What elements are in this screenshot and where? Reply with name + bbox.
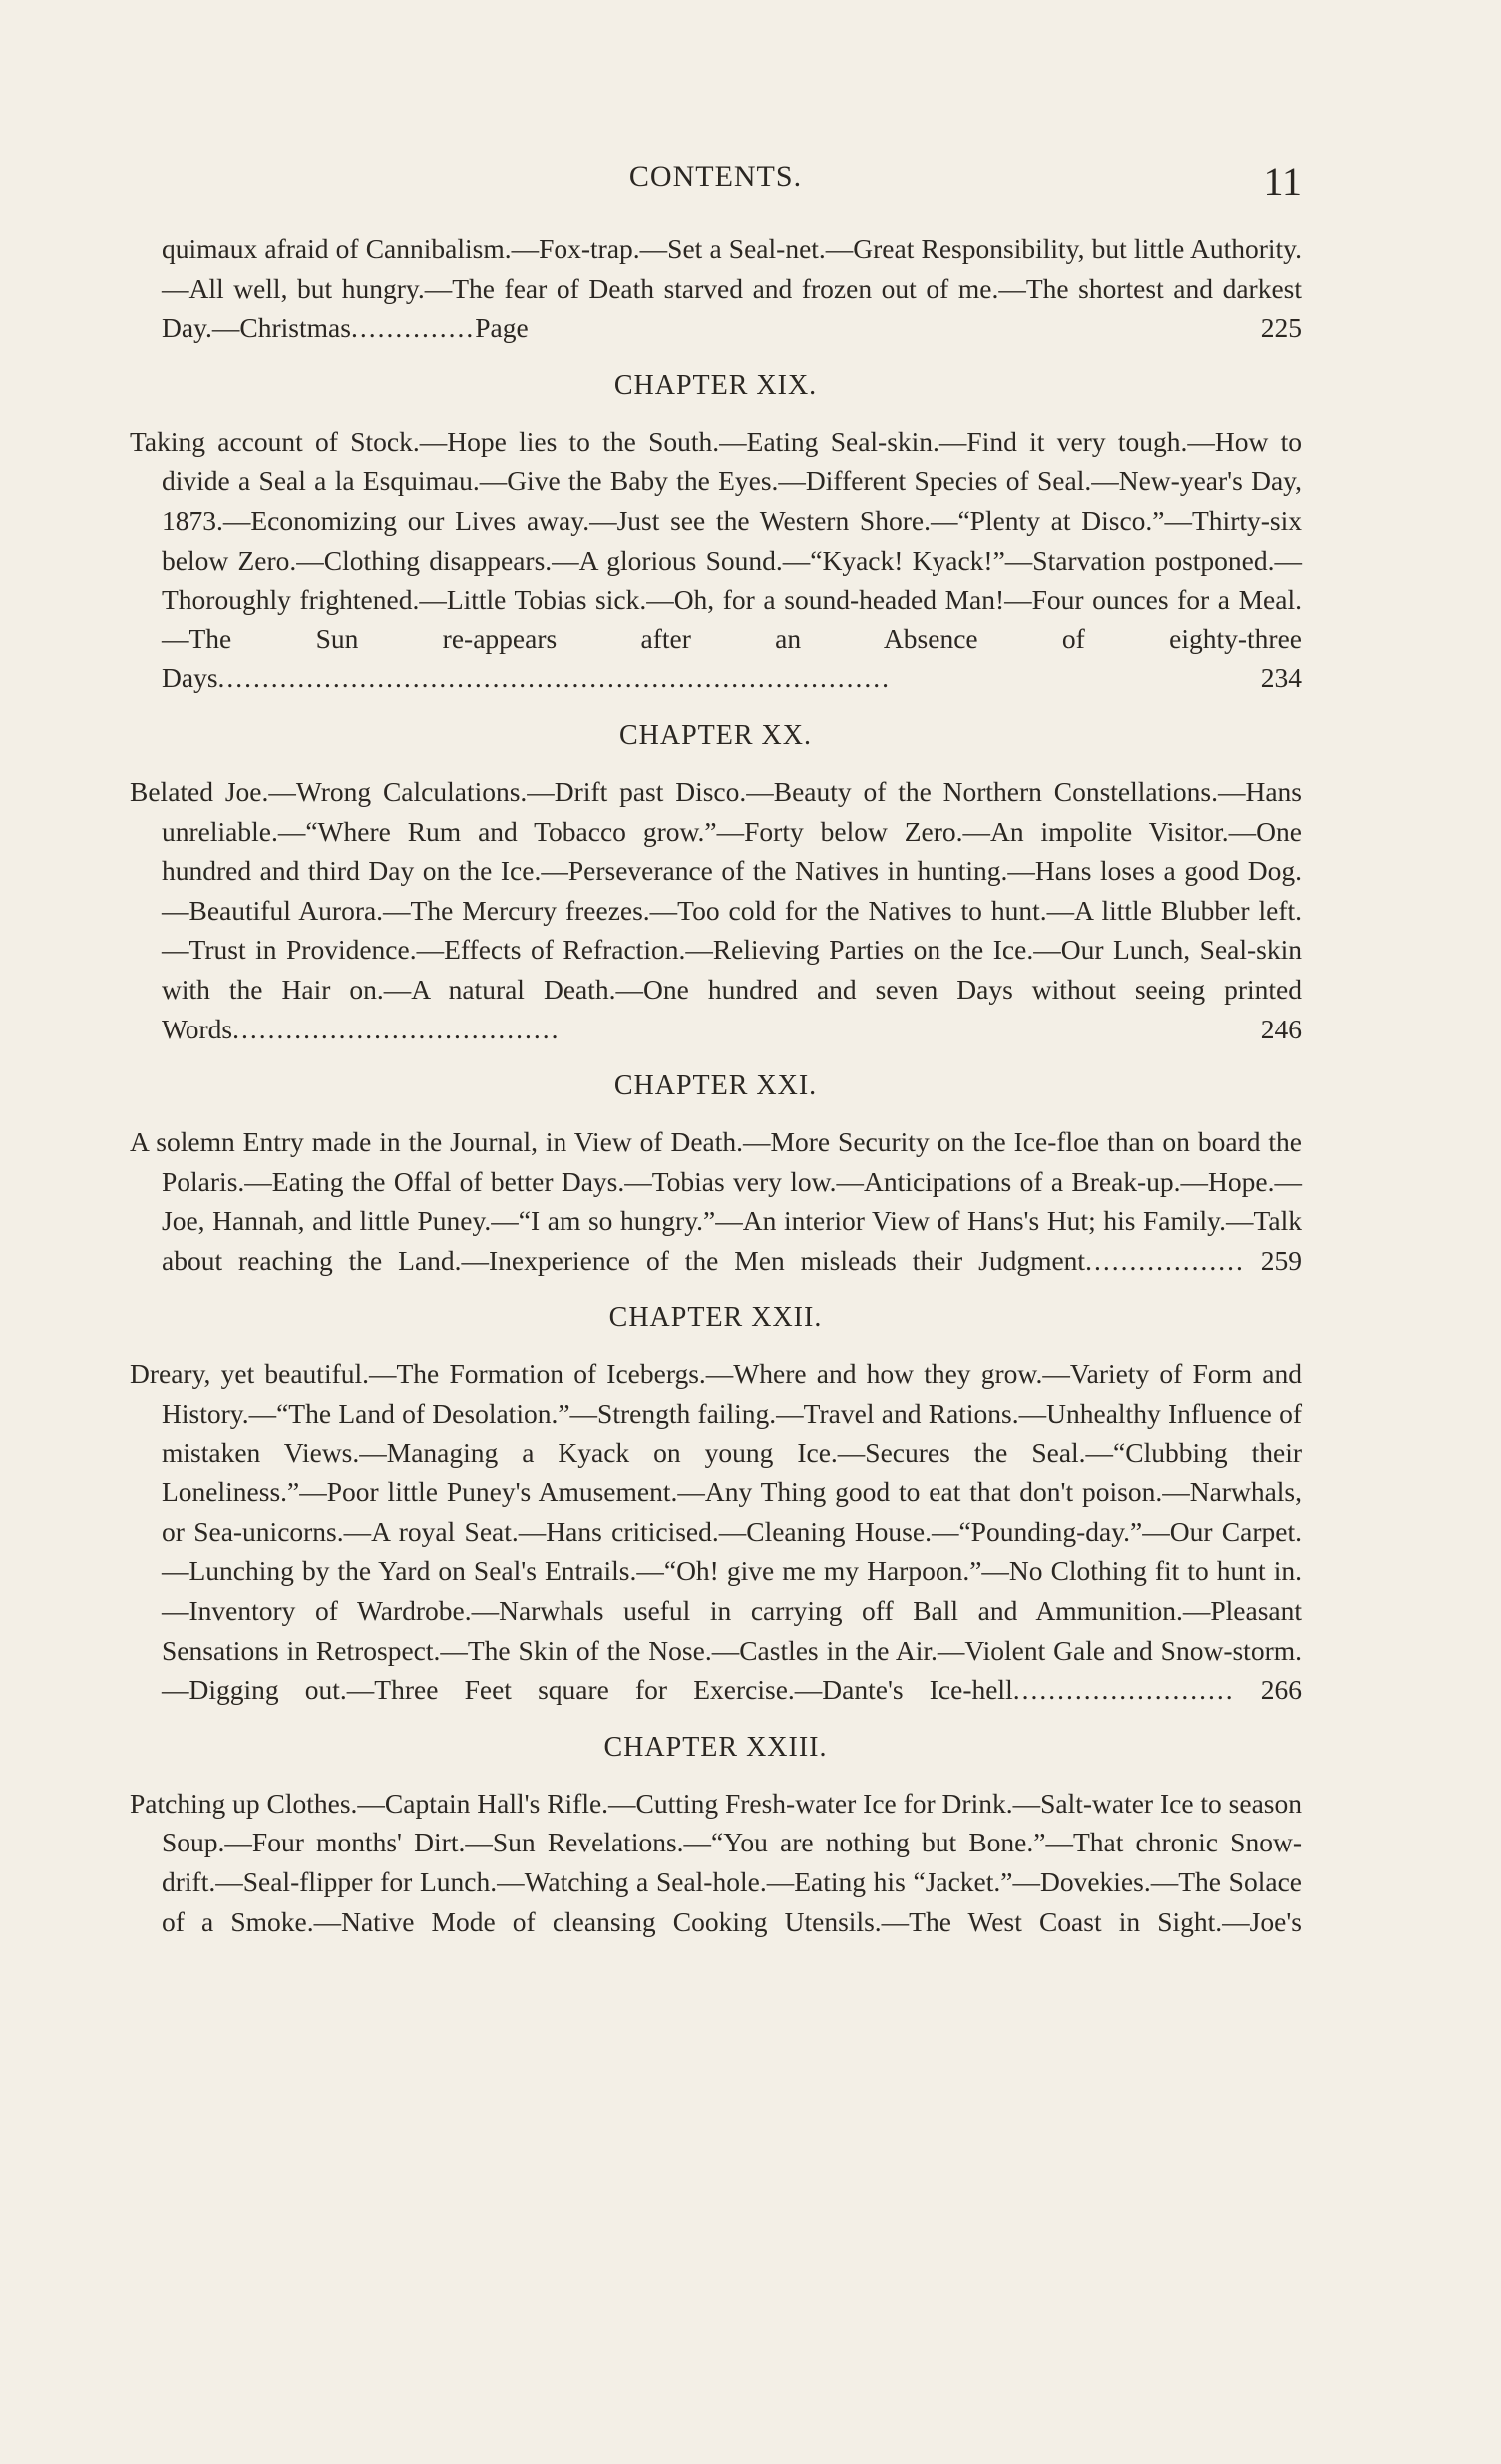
summary-text: A solemn Entry made in the Journal, in View of Death.—More Security on the Ice-floe than on board the Polaris.—Eating the Offal of better Days.—Tobias very low.—Anticipations of a Break-up.—Hope.—Joe, Hannah, and little Puney.—“I am so hungry.”—An interior View of Hans's Hut; his Family.—Talk about reaching the Land.—Inexperience of the Men misleads their Judgment bbox=[130, 1126, 1302, 1276]
continued-chapter-summary bbox=[130, 229, 1302, 348]
chapter-heading: CHAPTER XXI. bbox=[613, 1070, 818, 1102]
dot-leader: .............. bbox=[350, 312, 476, 344]
dot-leader: ..................................... bbox=[232, 1013, 561, 1044]
dot-leader: .................. bbox=[1085, 1244, 1245, 1276]
page-reference: 234 bbox=[1260, 662, 1302, 694]
summary-text: Taking account of Stock.—Hope lies to the South.—Eating Seal-skin.—Find it very tough.—How to divide a Seal a la Esquimau.—Give the Baby the Eyes.—Different Species of Seal.—New-year's Day, 1873.—Economizing our Lives away.—Just see the Western Shore.—“Plenty at Disco.”—Thirty-six below Zero.—Clothing disappears.—A glorious Sound.—“Kyack! Kyack!”—Starvation postponed.—Thoroughly frightened.—Little Tobias sick.—Oh, for a sound-headed Man!—Four ounces for a Meal.—The Sun re-appears after an Absence of eighty-three Days bbox=[130, 425, 1302, 694]
page-reference: 246 bbox=[1260, 1013, 1302, 1044]
summary-text: Dreary, yet beautiful.—The Formation of Icebergs.—Where and how they grow.—Variety of Form and History.—“The Land of Desolation.”—Strength failing.—Travel and Rations.—Unhealthy Influence of mistaken Views.—Managing a Kyack on young Ice.—Secures the Seal.—“Clubbing their Loneliness.”—Poor little Puney's Amusement.—Any Thing good to eat that don't poison.—Narwhals, or Sea-unicorns.—A royal Seat.—Hans criticised.—Cleaning House.—“Pounding-day.”—Our Carpet.—Lunching by the Yard on Seal's Entrails.—“Oh! give me my Harpoon.”—No Clothing fit to hunt in.—Inventory of Wardrobe.—Narwhals useful in carrying off Ball and Ammunition.—Pleasant Sensations in Retrospect.—The Skin of the Nose.—Castles in the Air.—Violent Gale and Snow-storm.—Digging out.—Three Feet square for Exercise.—Dante's Ice-hell bbox=[130, 1358, 1302, 1706]
chapter-summary bbox=[130, 772, 1302, 1048]
chapter-summary bbox=[130, 1354, 1302, 1709]
running-head: CONTENTS. bbox=[628, 160, 803, 193]
chapter-summary bbox=[130, 422, 1302, 698]
page-number: 11 bbox=[1263, 159, 1302, 204]
page-reference: 266 bbox=[1260, 1674, 1302, 1706]
chapter-summary bbox=[130, 1122, 1302, 1280]
summary-text: quimaux afraid of Cannibalism.—Fox-trap.—Set a Seal-net.—Great Responsibility, but little Authority.—All well, but hungry.—The fear of Death starved and frozen out of me.—The shortest and darkest Day.—Christmas bbox=[162, 233, 1302, 344]
chapter-heading: CHAPTER XXIII. bbox=[603, 1731, 828, 1763]
page-reference: Page 225 bbox=[475, 312, 1302, 344]
chapter-heading: CHAPTER XXII. bbox=[608, 1302, 823, 1334]
contents-body bbox=[130, 229, 1302, 1941]
summary-text: Belated Joe.—Wrong Calculations.—Drift past Disco.—Beauty of the Northern Constellations.—Hans unreliable.—“Where Rum and Tobacco grow.”—Forty below Zero.—An impolite Visitor.—One hundred and third Day on the Ice.—Perseverance of the Natives in hunting.—Hans loses a good Dog.—Beautiful Aurora.—The Mercury freezes.—Too cold for the Natives to hunt.—A little Blubber left.—Trust in Providence.—Effects of Refraction.—Relieving Parties on the Ice.—Our Lunch, Seal-skin with the Hair on.—A natural Death.—One hundred and seven Days without seeing printed Words bbox=[130, 775, 1302, 1044]
dot-leader: ............................................................................ bbox=[217, 662, 892, 694]
summary-text: Patching up Clothes.—Captain Hall's Rifle.—Cutting Fresh-water Ice for Drink.—Salt-water Ice to season Soup.—Four months' Dirt.—Sun Revelations.—“You are nothing but Bone.”—That chronic Snow-drift.—Seal-flipper for Lunch.—Watching a Seal-hole.—Eating his “Jacket.”—Dovekies.—The Solace of a Smoke.—Native Mode of cleansing Cooking Utensils.—The West Coast in Sight.—Joe's bbox=[130, 1787, 1302, 1937]
chapter-heading: CHAPTER XX. bbox=[618, 719, 812, 751]
page-reference: 259 bbox=[1260, 1244, 1303, 1276]
chapter-summary bbox=[130, 1784, 1302, 1941]
chapter-heading: CHAPTER XIX. bbox=[613, 369, 818, 401]
dot-leader: ......................... bbox=[1012, 1674, 1235, 1706]
page-header bbox=[130, 150, 1302, 209]
